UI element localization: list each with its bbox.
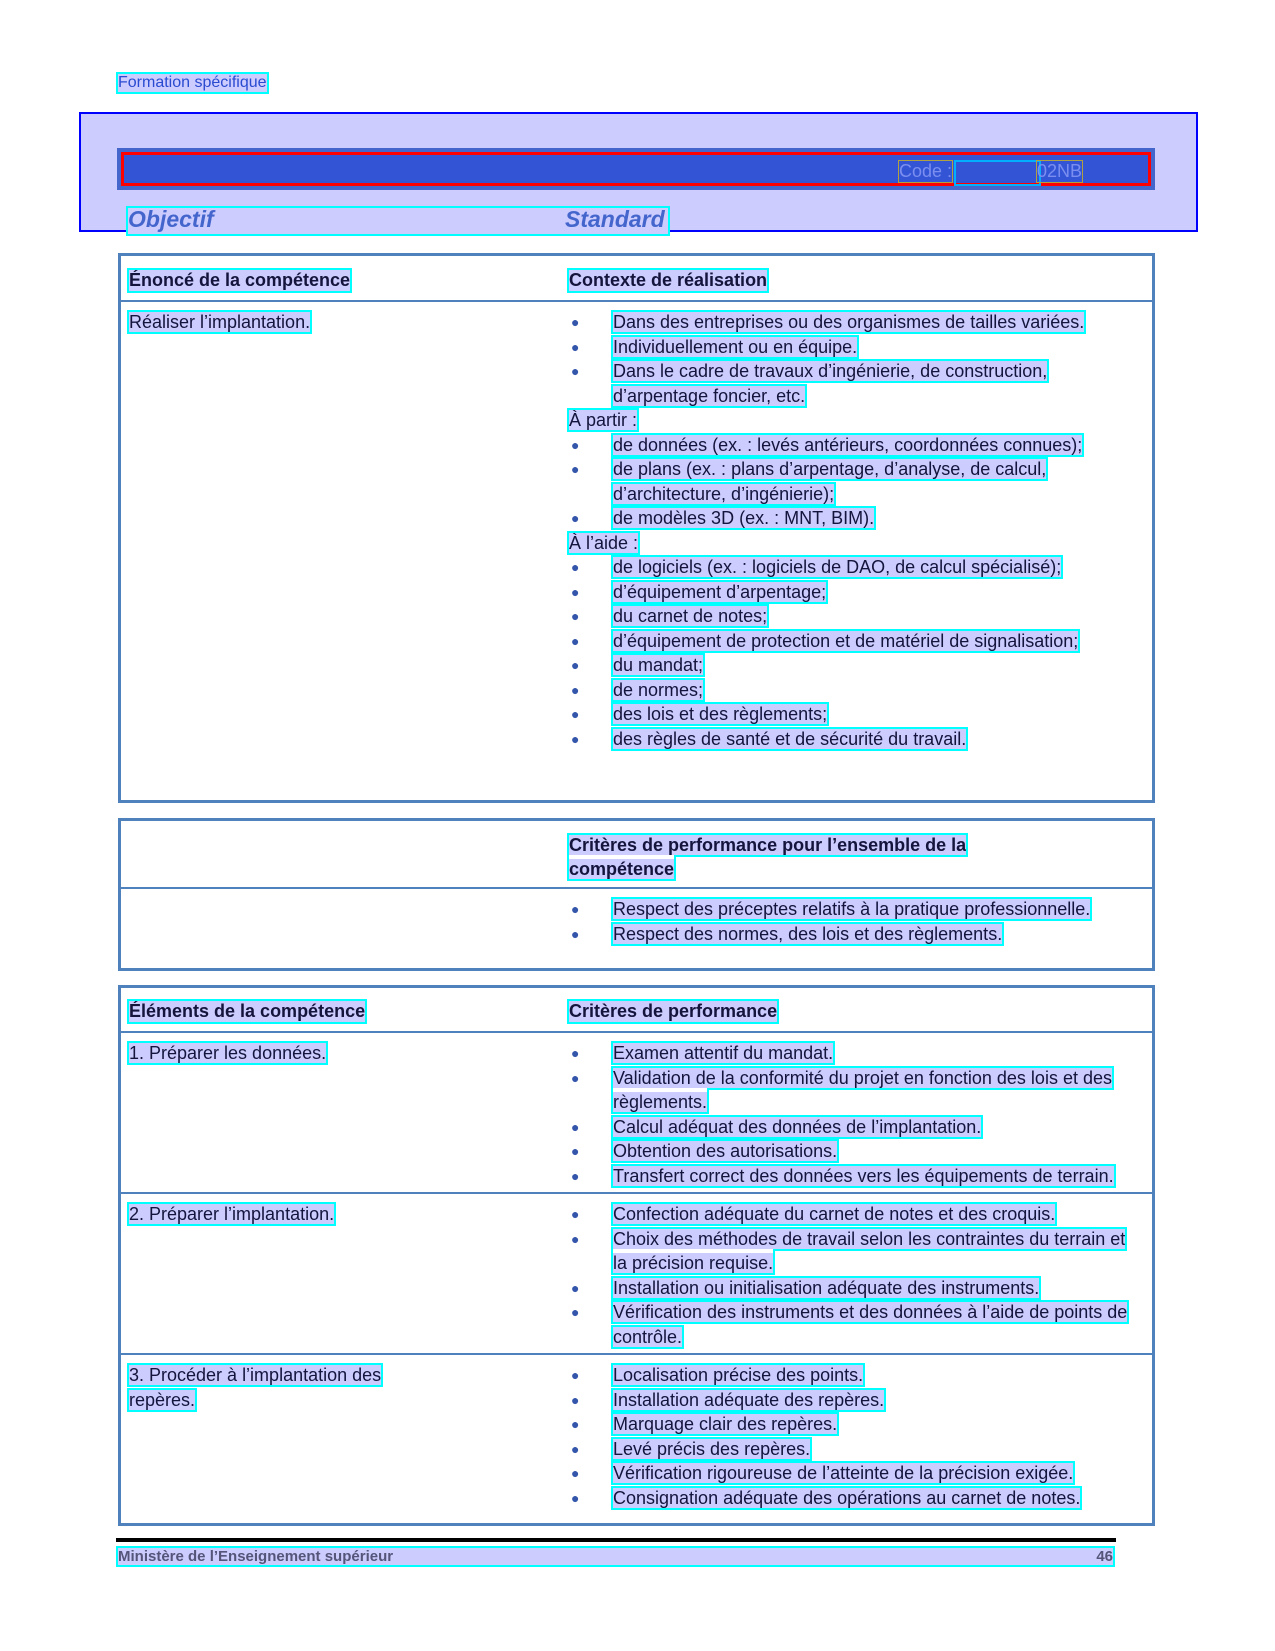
criteria-list — [569, 1033, 1152, 1192]
bullet-text: Transfert correct des données vers les équipements de terrain. — [613, 1165, 1114, 1186]
bullet-item — [569, 1486, 1144, 1511]
bullet-item — [569, 1412, 1144, 1437]
bullet-icon: ● — [571, 363, 580, 379]
footer-ministry: Ministère de l’Enseignement supérieur — [118, 1548, 394, 1565]
header-criteria: Critères de performance — [569, 1001, 778, 1021]
bullet-text: d’équipement d’arpentage; — [613, 581, 827, 602]
bullet-item — [569, 1388, 1144, 1413]
bullet-icon: ● — [571, 1045, 580, 1061]
elements-table — [118, 985, 1155, 1526]
bullet-item — [569, 678, 1144, 703]
bullet-text: Calcul adéquat des données de l’implantation. — [613, 1116, 982, 1137]
bullet-text: Vérification des instruments et des données à l’aide de points de contrôle. — [613, 1302, 1128, 1347]
bullet-text: Consignation adéquate des opérations au carnet de notes. — [613, 1487, 1081, 1508]
bullet-text: de plans (ex. : plans d’arpentage, d’analyse, de calcul, d’architecture, d’ingénierie); — [613, 459, 1047, 504]
bullet-item — [569, 555, 1144, 580]
bullet-icon: ● — [571, 1118, 580, 1135]
header-contexte: Contexte de réalisation — [569, 270, 768, 290]
bullet-text: d’équipement de protection et de matériel de signalisation; — [613, 630, 1079, 651]
footer — [118, 1548, 1113, 1565]
bullet-item — [569, 1066, 1144, 1115]
context-heading-text: À partir : — [569, 410, 638, 430]
page-number: 46 — [1096, 1548, 1113, 1565]
competence-table — [118, 253, 1155, 803]
table-header — [121, 988, 1152, 1033]
element-label: 1. Préparer les données. — [129, 1043, 327, 1063]
bullet-item — [569, 433, 1144, 458]
bullet-icon: ● — [571, 730, 580, 747]
bullet-icon: ● — [571, 681, 580, 698]
elements-body — [121, 1033, 1152, 1514]
bullet-item — [569, 727, 1144, 752]
code-value: 02NB — [1037, 161, 1083, 181]
competence-statement: Réaliser l’implantation. — [129, 312, 311, 332]
bullet-text: des règles de santé et de sécurité du travail. — [613, 728, 967, 749]
bullet-text: Installation ou initialisation adéquate des instruments. — [613, 1277, 1040, 1298]
context-heading — [569, 531, 1144, 556]
bullet-item — [569, 1276, 1144, 1301]
bullet-icon: ● — [571, 608, 580, 624]
bullet-item — [569, 1461, 1144, 1486]
bullet-text: Vérification rigoureuse de l’atteinte de la précision exigée. — [613, 1463, 1074, 1483]
table-header — [121, 256, 1152, 302]
criteria-list — [569, 1194, 1152, 1353]
table-header — [121, 821, 1152, 889]
bullet-text: Respect des normes, des lois et des règlements. — [613, 923, 1003, 944]
header-global-criteria — [569, 833, 1029, 881]
bullet-item — [569, 1202, 1144, 1227]
bullet-text: Respect des préceptes relatifs à la pratique professionnelle. — [613, 899, 1091, 919]
bullet-item — [569, 359, 1144, 408]
bullet-text: de données (ex. : levés antérieurs, coordonnées connues); — [613, 434, 1083, 455]
bullet-item — [569, 897, 1144, 922]
header-global-criteria-text: Critères de performance pour l’ensemble de la compétence — [569, 835, 967, 879]
standard-label: Standard — [565, 206, 665, 232]
bullet-item — [569, 653, 1144, 678]
bullet-icon: ● — [571, 1304, 580, 1320]
bullet-icon: ● — [571, 1465, 580, 1481]
bullet-item — [569, 580, 1144, 605]
context-heading-text: À l’aide : — [569, 532, 639, 553]
bullet-icon: ● — [571, 436, 580, 453]
bullet-icon: ● — [571, 338, 580, 355]
bullet-item — [569, 1164, 1144, 1189]
bullet-icon: ● — [571, 314, 580, 330]
bullet-icon: ● — [571, 632, 580, 649]
bullet-icon: ● — [571, 583, 580, 600]
bullet-text: Examen attentif du mandat. — [613, 1043, 834, 1063]
bullet-text: Confection adéquate du carnet de notes et des croquis. — [613, 1204, 1056, 1224]
bullet-icon: ● — [571, 657, 580, 673]
bullet-icon: ● — [571, 1230, 580, 1247]
bullet-icon: ● — [571, 1206, 580, 1222]
bullet-icon: ● — [571, 1489, 580, 1506]
bullet-icon: ● — [571, 559, 580, 575]
bullet-icon: ● — [571, 1143, 580, 1159]
bullet-icon: ● — [571, 1069, 580, 1086]
context-heading — [569, 408, 1144, 433]
table-row — [121, 302, 1152, 755]
bullet-item — [569, 629, 1144, 654]
bullet-icon: ● — [571, 1391, 580, 1408]
bullet-text: Installation adéquate des repères. — [613, 1389, 885, 1410]
bullet-text: Choix des méthodes de travail selon les contraintes du terrain et la précision requise. — [613, 1228, 1126, 1273]
bullet-item — [569, 1300, 1144, 1349]
bullet-item — [569, 1227, 1144, 1276]
bullet-text: Localisation précise des points. — [613, 1365, 864, 1385]
criteria-list — [569, 1355, 1152, 1514]
header-enonce: Énoncé de la compétence — [129, 270, 351, 290]
objectif-label: Objectif — [128, 206, 214, 232]
code-field — [956, 162, 1039, 184]
bullet-icon: ● — [571, 1167, 580, 1184]
bullet-text: Dans des entreprises ou des organismes de tailles variées. — [613, 312, 1085, 332]
bullet-text: de modèles 3D (ex. : MNT, BIM). — [613, 508, 875, 528]
context-list — [569, 302, 1152, 755]
header-elements: Éléments de la compétence — [129, 1001, 366, 1021]
bullet-text: Obtention des autorisations. — [613, 1141, 838, 1161]
bullet-icon: ● — [571, 706, 580, 722]
running-head: Formation spécifique — [118, 74, 267, 91]
footer-rule — [116, 1538, 1116, 1542]
bullet-text: du mandat; — [613, 655, 704, 675]
bullet-text: du carnet de notes; — [613, 606, 768, 626]
bullet-item — [569, 457, 1144, 506]
bullet-icon: ● — [571, 510, 580, 526]
bullet-item — [569, 310, 1144, 335]
bullet-item — [569, 1041, 1144, 1066]
bullet-text: Validation de la conformité du projet en fonction des lois et des règlements. — [613, 1067, 1112, 1112]
bullet-text: des lois et des règlements; — [613, 704, 828, 724]
bullet-icon: ● — [571, 1367, 580, 1383]
bullet-text: de logiciels (ex. : logiciels de DAO, de calcul spécialisé); — [613, 557, 1062, 577]
bullet-item — [569, 1139, 1144, 1164]
bullet-item — [569, 1437, 1144, 1462]
bullet-text: Individuellement ou en équipe. — [613, 336, 858, 357]
bullet-text: de normes; — [613, 679, 704, 700]
bullet-text: Levé précis des repères. — [613, 1438, 811, 1459]
bullet-item — [569, 506, 1144, 531]
bullet-icon: ● — [571, 1416, 580, 1432]
element-row — [121, 1192, 1152, 1353]
bullet-item — [569, 922, 1144, 947]
bullet-icon: ● — [571, 925, 580, 942]
bullet-text: Marquage clair des repères. — [613, 1414, 838, 1434]
code-label: Code : — [899, 161, 953, 181]
bullet-item — [569, 1115, 1144, 1140]
element-row — [121, 1353, 1152, 1514]
bullet-item — [569, 604, 1144, 629]
table-row — [121, 889, 1152, 950]
global-criteria-table — [118, 818, 1155, 971]
bullet-item — [569, 335, 1144, 360]
bullet-icon: ● — [571, 1440, 580, 1457]
bullet-text: Dans le cadre de travaux d’ingénierie, de construction, d’arpentage foncier, etc. — [613, 361, 1048, 406]
element-row — [121, 1033, 1152, 1192]
bullet-item — [569, 1363, 1144, 1388]
bullet-icon: ● — [571, 901, 580, 917]
element-label: 3. Procéder à l’implantation des repères. — [129, 1365, 382, 1410]
global-criteria-list — [569, 889, 1152, 950]
bullet-icon: ● — [571, 461, 580, 477]
element-label: 2. Préparer l’implantation. — [129, 1204, 335, 1224]
bullet-icon: ● — [571, 1279, 580, 1296]
bullet-item — [569, 702, 1144, 727]
